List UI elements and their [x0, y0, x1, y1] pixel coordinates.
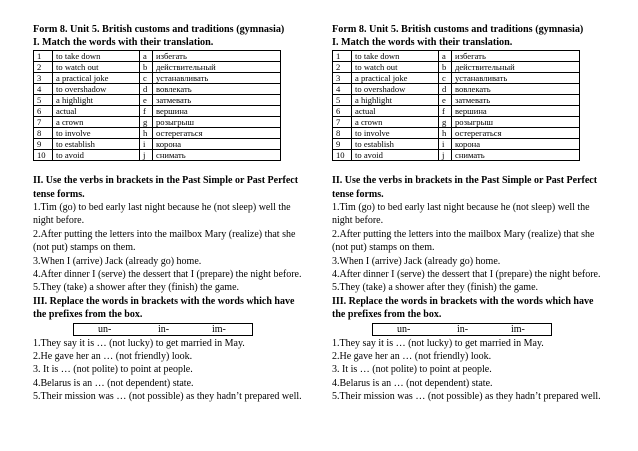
row-letter: f	[439, 106, 452, 117]
row-number: 8	[34, 128, 53, 139]
row-number: 9	[34, 139, 53, 150]
task2-sentence: 1.Tim (go) to bed early last night because he (not sleep) well the night before.	[332, 202, 590, 227]
english-phrase: a crown	[352, 117, 439, 128]
english-phrase: a highlight	[352, 95, 439, 106]
matching-row	[333, 139, 580, 150]
russian-translation: остерегаться	[153, 128, 281, 139]
matching-table	[33, 50, 281, 161]
task2-sentence: 2.After putting the letters into the mailbox Mary (realize) that she (not put) stamps on them.	[332, 228, 595, 254]
task2-sentence: 2.After putting the letters into the mailbox Mary (realize) that she (not put) stamps on them.	[33, 228, 296, 254]
task3-heading: III. Replace the words in brackets with the words which have the prefixes from the box.	[33, 295, 295, 321]
prefix-im: im-	[511, 323, 525, 335]
prefix-box	[73, 323, 253, 336]
task3-items	[332, 337, 608, 404]
task3-sentence: 1.They say it is … (not lucky) to get married in May.	[332, 337, 544, 349]
row-number: 3	[333, 73, 352, 84]
task2-sentence: 3.When I (arrive) Jack (already go) home.	[33, 255, 202, 267]
task3-sentence: 3. It is … (not polite) to point at people.	[33, 364, 193, 376]
row-letter: e	[439, 95, 452, 106]
english-phrase: a practical joke	[53, 73, 140, 84]
row-letter: a	[140, 51, 153, 62]
russian-translation: снимать	[452, 150, 580, 161]
row-number: 6	[34, 106, 53, 117]
task3-sentence: 3. It is … (not polite) to point at people.	[332, 364, 492, 376]
row-number: 2	[34, 62, 53, 73]
english-phrase: to overshadow	[53, 84, 140, 95]
matching-table-body	[34, 51, 281, 161]
russian-translation: розыгрыш	[153, 117, 281, 128]
english-phrase: to watch out	[53, 62, 140, 73]
task3-sentence: 4.Belarus is an … (not dependent) state.	[332, 377, 493, 389]
matching-row	[333, 106, 580, 117]
worksheet-copy-right	[332, 24, 608, 404]
task2-sentence: 3.When I (arrive) Jack (already go) home.	[332, 255, 501, 267]
row-number: 2	[333, 62, 352, 73]
row-letter: d	[140, 84, 153, 95]
row-number: 10	[34, 150, 53, 161]
row-letter: d	[439, 84, 452, 95]
matching-table	[332, 50, 580, 161]
english-phrase: to take down	[352, 51, 439, 62]
matching-row	[333, 84, 580, 95]
matching-row	[34, 117, 281, 128]
english-phrase: to watch out	[352, 62, 439, 73]
row-number: 3	[34, 73, 53, 84]
russian-translation: устанавливать	[452, 73, 580, 84]
matching-row	[333, 117, 580, 128]
matching-row	[34, 51, 281, 62]
prefix-un: un-	[98, 323, 112, 335]
matching-row	[34, 139, 281, 150]
english-phrase: a highlight	[53, 95, 140, 106]
matching-row	[34, 95, 281, 106]
prefix-box	[372, 323, 552, 336]
task2-items	[33, 201, 303, 295]
row-number: 5	[34, 95, 53, 106]
task3-items	[33, 337, 303, 404]
english-phrase: a practical joke	[352, 73, 439, 84]
russian-translation: корона	[452, 139, 580, 150]
task3-sentence: 5.Their mission was … (not possible) as they hadn’t prepared well.	[33, 391, 302, 403]
russian-translation: снимать	[153, 150, 281, 161]
task3-heading: III. Replace the words in brackets with the words which have the prefixes from the box.	[332, 295, 594, 321]
task2-section	[33, 174, 303, 404]
row-letter: j	[439, 150, 452, 161]
task2-sentence: 5.They (take) a shower after they (finish) the game.	[332, 282, 539, 294]
task1-heading: I. Match the words with their translation.	[33, 36, 214, 48]
row-number: 6	[333, 106, 352, 117]
row-letter: f	[140, 106, 153, 117]
row-number: 8	[333, 128, 352, 139]
row-letter: e	[140, 95, 153, 106]
russian-translation: действительный	[452, 62, 580, 73]
prefix-in: in-	[158, 323, 170, 335]
task2-heading: II. Use the verbs in brackets in the Past Simple or Past Perfect tense forms.	[33, 175, 299, 200]
task3-sentence: 1.They say it is … (not lucky) to get married in May.	[33, 337, 245, 349]
task2-sentence: 5.They (take) a shower after they (finish) the game.	[33, 282, 240, 294]
english-phrase: to establish	[352, 139, 439, 150]
task2-sentence: 4.After dinner I (serve) the dessert that I (prepare) the night before.	[33, 269, 302, 281]
matching-row	[333, 62, 580, 73]
english-phrase: a crown	[53, 117, 140, 128]
matching-row	[34, 150, 281, 161]
prefix-in: in-	[457, 323, 469, 335]
english-phrase: to avoid	[53, 150, 140, 161]
task2-sentence: 1.Tim (go) to bed early last night because he (not sleep) well the night before.	[33, 202, 291, 227]
matching-row	[34, 73, 281, 84]
russian-translation: действительный	[153, 62, 281, 73]
row-number: 7	[34, 117, 53, 128]
matching-row	[333, 51, 580, 62]
row-number: 4	[333, 84, 352, 95]
row-letter: b	[140, 62, 153, 73]
matching-row	[34, 84, 281, 95]
russian-translation: корона	[153, 139, 281, 150]
row-letter: h	[439, 128, 452, 139]
matching-row	[34, 62, 281, 73]
task2-heading: II. Use the verbs in brackets in the Past Simple or Past Perfect tense forms.	[332, 175, 598, 200]
matching-table-body	[333, 51, 580, 161]
row-letter: i	[140, 139, 153, 150]
russian-translation: остерегаться	[452, 128, 580, 139]
row-letter: i	[439, 139, 452, 150]
russian-translation: вершина	[452, 106, 580, 117]
task3-sentence: 2.He gave her an … (not friendly) look.	[332, 351, 492, 363]
task2-sentence: 4.After dinner I (serve) the dessert that I (prepare) the night before.	[332, 269, 601, 281]
row-number: 1	[333, 51, 352, 62]
english-phrase: to establish	[53, 139, 140, 150]
english-phrase: to avoid	[352, 150, 439, 161]
matching-row	[333, 150, 580, 161]
russian-translation: вершина	[153, 106, 281, 117]
row-letter: h	[140, 128, 153, 139]
russian-translation: вовлекать	[452, 84, 580, 95]
russian-translation: затмевать	[153, 95, 281, 106]
row-letter: a	[439, 51, 452, 62]
worksheet-title: Form 8. Unit 5. British customs and traditions (gymnasia)	[33, 24, 285, 35]
row-letter: g	[140, 117, 153, 128]
row-letter: c	[140, 73, 153, 84]
english-phrase: to overshadow	[352, 84, 439, 95]
matching-row	[333, 73, 580, 84]
row-number: 1	[34, 51, 53, 62]
prefix-un: un-	[397, 323, 411, 335]
row-number: 10	[333, 150, 352, 161]
matching-row	[34, 106, 281, 117]
russian-translation: устанавливать	[153, 73, 281, 84]
row-letter: c	[439, 73, 452, 84]
english-phrase: to take down	[53, 51, 140, 62]
english-phrase: to involve	[53, 128, 140, 139]
matching-row	[333, 128, 580, 139]
row-number: 4	[34, 84, 53, 95]
row-number: 9	[333, 139, 352, 150]
prefix-im: im-	[212, 323, 226, 335]
russian-translation: затмевать	[452, 95, 580, 106]
english-phrase: to involve	[352, 128, 439, 139]
row-letter: b	[439, 62, 452, 73]
russian-translation: розыгрыш	[452, 117, 580, 128]
task3-sentence: 2.He gave her an … (not friendly) look.	[33, 351, 193, 363]
task2-section	[332, 174, 608, 404]
matching-row	[34, 128, 281, 139]
row-number: 5	[333, 95, 352, 106]
matching-row	[333, 95, 580, 106]
russian-translation: вовлекать	[153, 84, 281, 95]
task2-items	[332, 201, 608, 295]
task3-sentence: 4.Belarus is an … (not dependent) state.	[33, 377, 194, 389]
task1-heading: I. Match the words with their translation.	[332, 36, 513, 48]
task3-sentence: 5.Their mission was … (not possible) as they hadn’t prepared well.	[332, 391, 601, 403]
row-letter: g	[439, 117, 452, 128]
english-phrase: actual	[352, 106, 439, 117]
worksheet-copy-left	[33, 24, 303, 404]
russian-translation: избегать	[153, 51, 281, 62]
worksheet-title: Form 8. Unit 5. British customs and traditions (gymnasia)	[332, 24, 584, 35]
russian-translation: избегать	[452, 51, 580, 62]
english-phrase: actual	[53, 106, 140, 117]
row-letter: j	[140, 150, 153, 161]
row-number: 7	[333, 117, 352, 128]
